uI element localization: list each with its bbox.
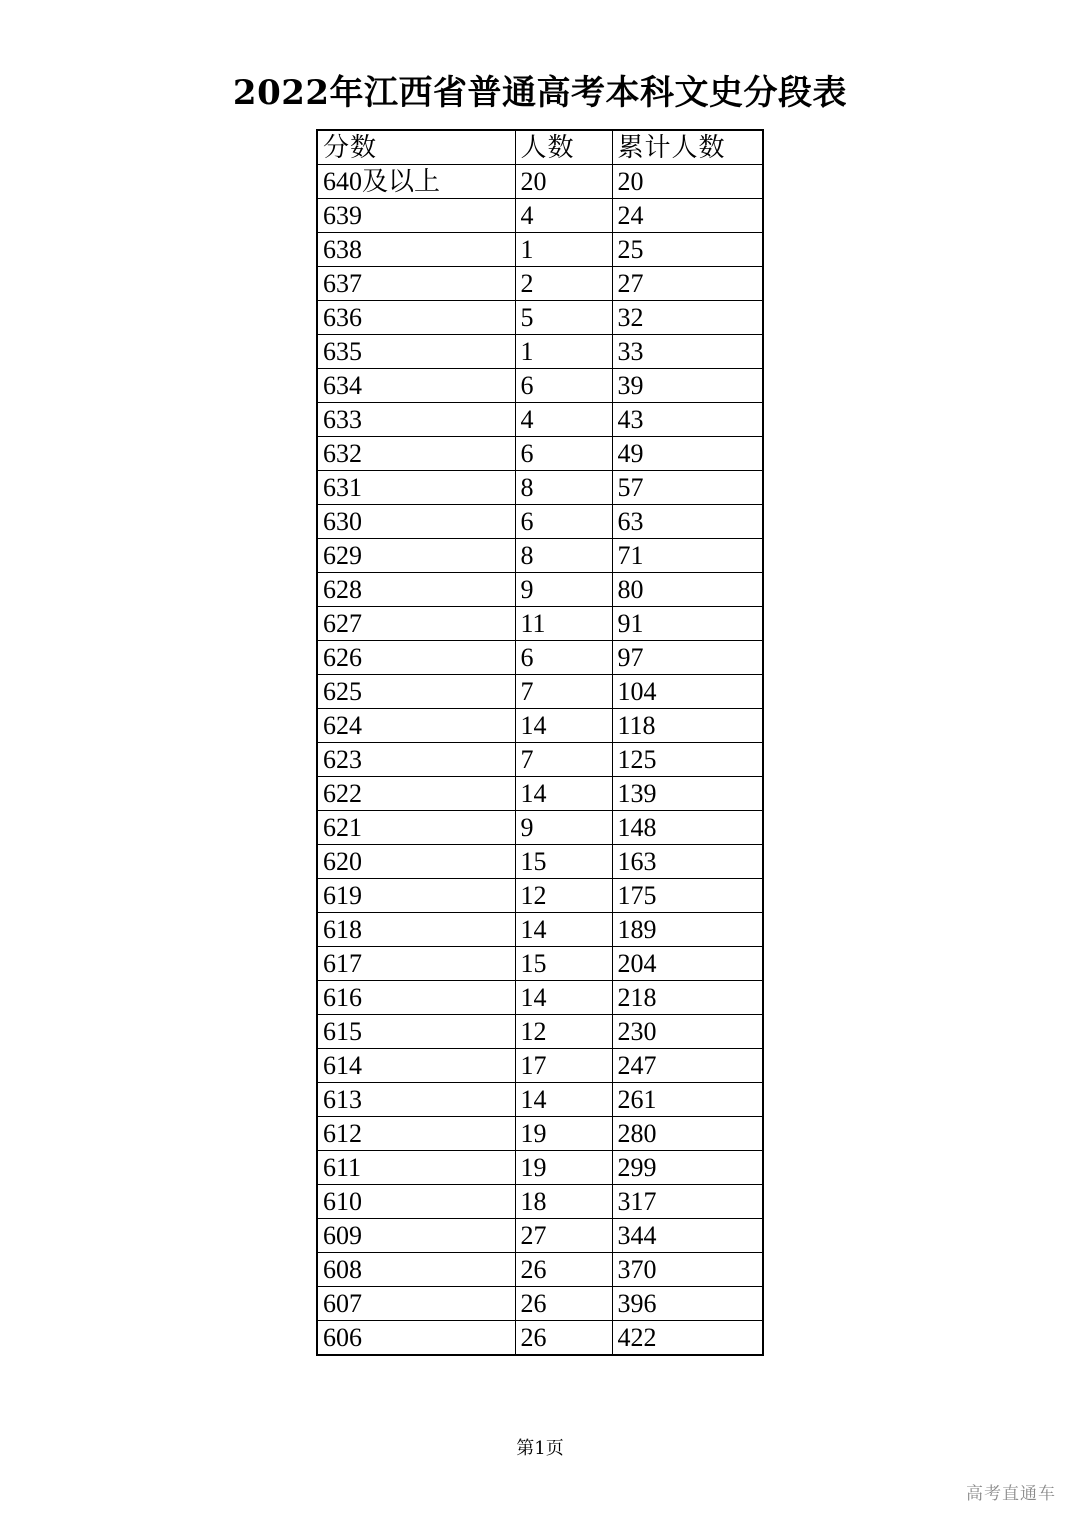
cumulative-cell: 317: [612, 1185, 763, 1219]
table-row: [317, 1083, 763, 1117]
table-row: [317, 675, 763, 709]
count-cell: 7: [515, 743, 612, 777]
count-cell: 26: [515, 1321, 612, 1356]
score-cell: 621: [317, 811, 515, 845]
count-cell: 7: [515, 675, 612, 709]
table-row: [317, 539, 763, 573]
score-cell: 612: [317, 1117, 515, 1151]
score-cell: 617: [317, 947, 515, 981]
score-cell: 613: [317, 1083, 515, 1117]
score-cell: 616: [317, 981, 515, 1015]
table-row: [317, 403, 763, 437]
table-row: [317, 709, 763, 743]
score-cell: 637: [317, 267, 515, 301]
table-row: [317, 233, 763, 267]
score-cell: 611: [317, 1151, 515, 1185]
cumulative-cell: 299: [612, 1151, 763, 1185]
score-cell: 628: [317, 573, 515, 607]
score-cell: 606: [317, 1321, 515, 1356]
cumulative-cell: 97: [612, 641, 763, 675]
count-cell: 26: [515, 1253, 612, 1287]
score-cell: 638: [317, 233, 515, 267]
cumulative-cell: 57: [612, 471, 763, 505]
table-row: [317, 1015, 763, 1049]
score-cell: 634: [317, 369, 515, 403]
score-cell: 631: [317, 471, 515, 505]
table-row: [317, 471, 763, 505]
table-row: [317, 335, 763, 369]
score-cell: 615: [317, 1015, 515, 1049]
table-row: [317, 301, 763, 335]
table-row: [317, 777, 763, 811]
count-cell: 6: [515, 641, 612, 675]
table-row: [317, 981, 763, 1015]
score-cell: 629: [317, 539, 515, 573]
count-cell: 11: [515, 607, 612, 641]
count-cell: 6: [515, 437, 612, 471]
cumulative-cell: 104: [612, 675, 763, 709]
count-cell: 14: [515, 709, 612, 743]
cumulative-cell: 27: [612, 267, 763, 301]
cumulative-cell: 63: [612, 505, 763, 539]
cumulative-cell: 148: [612, 811, 763, 845]
cumulative-cell: 422: [612, 1321, 763, 1356]
count-cell: 27: [515, 1219, 612, 1253]
cumulative-cell: 125: [612, 743, 763, 777]
score-cell: 623: [317, 743, 515, 777]
count-cell: 1: [515, 233, 612, 267]
cumulative-cell: 49: [612, 437, 763, 471]
cumulative-cell: 33: [612, 335, 763, 369]
header-count: 人数: [515, 130, 612, 165]
score-cell: 633: [317, 403, 515, 437]
count-cell: 15: [515, 845, 612, 879]
cumulative-cell: 230: [612, 1015, 763, 1049]
table-row: [317, 165, 763, 199]
score-cell: 608: [317, 1253, 515, 1287]
table-row: [317, 947, 763, 981]
cumulative-cell: 175: [612, 879, 763, 913]
count-cell: 4: [515, 403, 612, 437]
count-cell: 1: [515, 335, 612, 369]
score-cell: 622: [317, 777, 515, 811]
count-cell: 26: [515, 1287, 612, 1321]
table-row: [317, 845, 763, 879]
score-cell: 630: [317, 505, 515, 539]
cumulative-cell: 39: [612, 369, 763, 403]
count-cell: 5: [515, 301, 612, 335]
table-row: [317, 573, 763, 607]
table-row: [317, 369, 763, 403]
table-row: [317, 879, 763, 913]
cumulative-cell: 204: [612, 947, 763, 981]
table-row: [317, 913, 763, 947]
table-header-row: [317, 130, 763, 165]
table-row: [317, 811, 763, 845]
score-cell: 636: [317, 301, 515, 335]
score-cell: 640及以上: [317, 165, 515, 199]
count-cell: 19: [515, 1117, 612, 1151]
score-cell: 618: [317, 913, 515, 947]
count-cell: 4: [515, 199, 612, 233]
count-cell: 14: [515, 913, 612, 947]
score-cell: 632: [317, 437, 515, 471]
cumulative-cell: 163: [612, 845, 763, 879]
cumulative-cell: 280: [612, 1117, 763, 1151]
table-row: [317, 437, 763, 471]
cumulative-cell: 218: [612, 981, 763, 1015]
cumulative-cell: 43: [612, 403, 763, 437]
table-body: [317, 165, 763, 1356]
count-cell: 9: [515, 811, 612, 845]
watermark: 高考直通车: [966, 1484, 1056, 1504]
cumulative-cell: 71: [612, 539, 763, 573]
count-cell: 12: [515, 879, 612, 913]
cumulative-cell: 25: [612, 233, 763, 267]
cumulative-cell: 261: [612, 1083, 763, 1117]
table-row: [317, 1219, 763, 1253]
cumulative-cell: 32: [612, 301, 763, 335]
count-cell: 8: [515, 471, 612, 505]
count-cell: 19: [515, 1151, 612, 1185]
count-cell: 9: [515, 573, 612, 607]
score-cell: 614: [317, 1049, 515, 1083]
page-title: 2022年江西省普通高考本科文史分段表: [232, 73, 848, 113]
table-row: [317, 607, 763, 641]
cumulative-cell: 370: [612, 1253, 763, 1287]
cumulative-cell: 80: [612, 573, 763, 607]
cumulative-cell: 91: [612, 607, 763, 641]
score-cell: 639: [317, 199, 515, 233]
score-cell: 607: [317, 1287, 515, 1321]
count-cell: 14: [515, 777, 612, 811]
table-row: [317, 1117, 763, 1151]
table-row: [317, 1287, 763, 1321]
cumulative-cell: 189: [612, 913, 763, 947]
table-row: [317, 641, 763, 675]
cumulative-cell: 24: [612, 199, 763, 233]
score-cell: 619: [317, 879, 515, 913]
cumulative-cell: 344: [612, 1219, 763, 1253]
score-cell: 627: [317, 607, 515, 641]
count-cell: 12: [515, 1015, 612, 1049]
page-number: 第1页: [516, 1438, 564, 1459]
count-cell: 14: [515, 1083, 612, 1117]
count-cell: 18: [515, 1185, 612, 1219]
count-cell: 2: [515, 267, 612, 301]
cumulative-cell: 396: [612, 1287, 763, 1321]
table-row: [317, 1049, 763, 1083]
cumulative-cell: 247: [612, 1049, 763, 1083]
table-row: [317, 505, 763, 539]
score-cell: 635: [317, 335, 515, 369]
count-cell: 15: [515, 947, 612, 981]
count-cell: 8: [515, 539, 612, 573]
score-cell: 625: [317, 675, 515, 709]
table-row: [317, 743, 763, 777]
header-cumulative: 累计人数: [612, 130, 763, 165]
table-row: [317, 199, 763, 233]
header-score: 分数: [317, 130, 515, 165]
count-cell: 17: [515, 1049, 612, 1083]
cumulative-cell: 118: [612, 709, 763, 743]
table-row: [317, 1151, 763, 1185]
count-cell: 6: [515, 369, 612, 403]
table-row: [317, 1253, 763, 1287]
count-cell: 6: [515, 505, 612, 539]
cumulative-cell: 20: [612, 165, 763, 199]
table-row: [317, 1185, 763, 1219]
score-cell: 610: [317, 1185, 515, 1219]
score-cell: 620: [317, 845, 515, 879]
score-cell: 624: [317, 709, 515, 743]
cumulative-cell: 139: [612, 777, 763, 811]
score-distribution-table: [316, 129, 764, 1356]
score-cell: 626: [317, 641, 515, 675]
count-cell: 20: [515, 165, 612, 199]
table-row: [317, 267, 763, 301]
count-cell: 14: [515, 981, 612, 1015]
score-cell: 609: [317, 1219, 515, 1253]
table-row: [317, 1321, 763, 1356]
